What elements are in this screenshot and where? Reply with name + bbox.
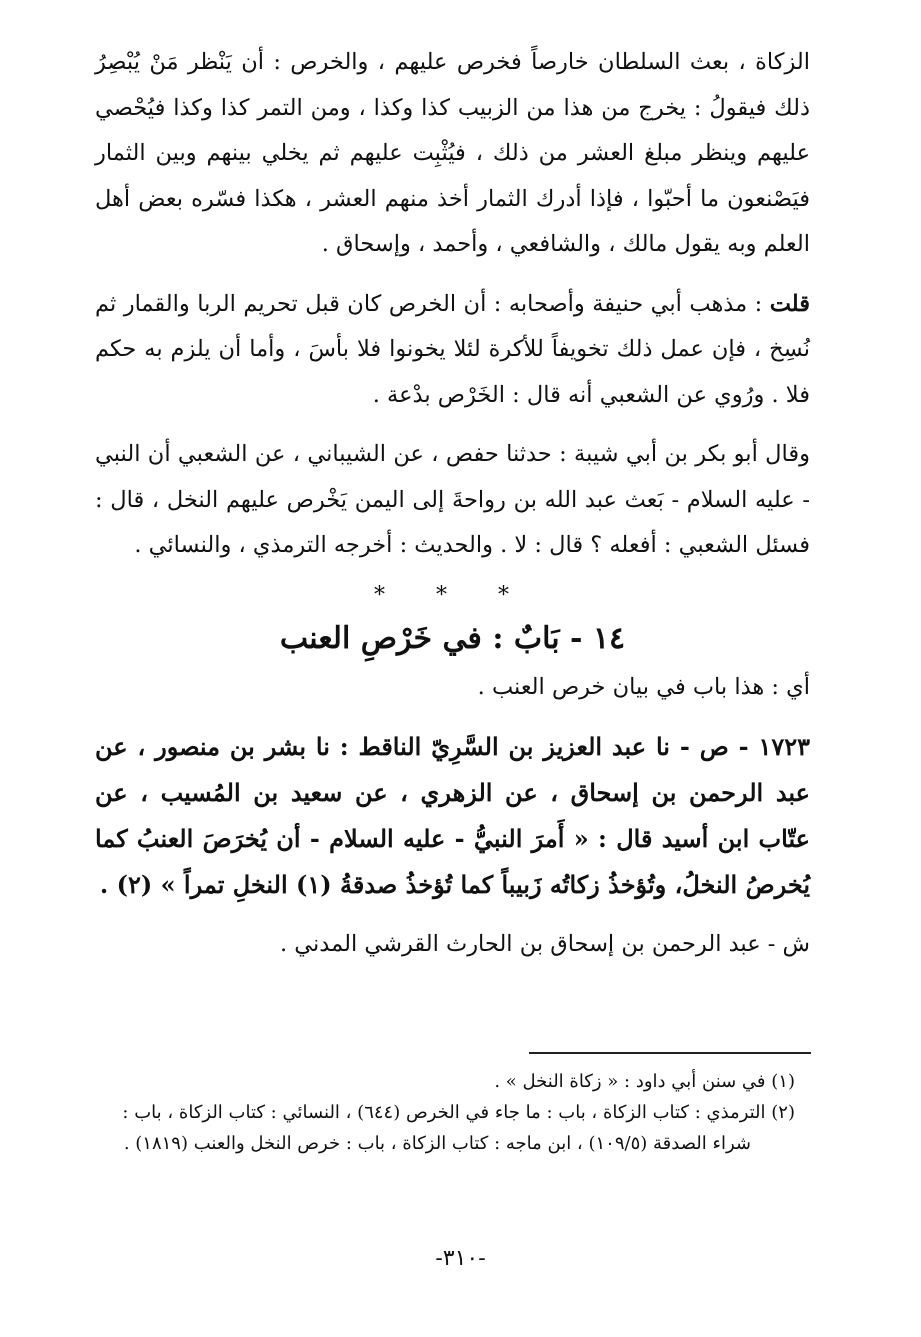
footnote-2: (٢) الترمذي : كتاب الزكاة ، باب : ما جاء في الخرص (٦٤٤) ، النسائي : كتاب الزكاة ، باب : شراء الصدقة (١٠٩/٥) ، ابن ماجه : كتاب الزكاة ، باب : خرص النخل والعنب (١٨١٩) . [122, 1102, 795, 1154]
paragraph-ibn-abi-shayba: وقال أبو بكر بن أبي شيبة : حدثنا حفص ، عن الشيباني ، عن الشعبي أن النبي - عليه السلام - بَعث عبد الله بن رواحةَ إلى اليمن يَخْرص عليهم النخل ، قال : فسئل الشعبي : أفعله ؟ قال : لا . والحديث : أخرجه الترمذي ، والنسائي . [95, 441, 810, 558]
section-separator-stars: * * * [374, 582, 531, 608]
sharh-text: ش - عبد الرحمن بن إسحاق بن الحارث القرشي المدني . [279, 931, 810, 957]
chapter-intro: أي : هذا باب في بيان خرص العنب . [477, 673, 810, 700]
paragraph-kharsh-definition: الزكاة ، بعث السلطان خارصاً فخرص عليهم ، والخرص : أن يَنْظر مَنْ يُبْصِرُ ذلك فيقولُ : يخرج من هذا من الزبيب كذا وكذا ، ومن التمر كذا وكذا فيُحْصي عليهم وينظر مبلغ العشر من ذلك ، فيُثْبِت عليهم ثم يخلي بينهم وبين الثمار فيَصْنعون ما أحبّوا ، فإذا أدرك الثمار أخذ منهم العشر ، هكذا فسّره بعض أهل العلم وبه يقول مالك ، والشافعي ، وأحمد ، وإسحاق . [95, 49, 810, 257]
paragraph-text: : مذهب أبي حنيفة وأصحابه : أن الخرص كان قبل تحريم الربا والقمار ثم نُسِخ ، فإن عمل ذلك تخويفاً للأكرة لئلا يخونوا فلا بأسَ ، وأما أن يلزم به حكم فلا . ورُوي عن الشعبي أنه قال : الخَرْص بدْعة . [95, 290, 810, 408]
chapter-heading: ١٤ - بَابٌ : في خَرْصِ العنب [279, 620, 626, 656]
footnotes [95, 1066, 795, 1159]
paragraph-hanafi-opinion [95, 282, 810, 419]
footnote-separator [529, 1052, 811, 1054]
page-number: -٣١٠- [435, 1246, 486, 1271]
paragraph-lead-word: قلت [769, 290, 810, 317]
hadith-text: ١٧٢٣ - ص - نا عبد العزيز بن السَّرِيّ الناقط : نا بشر بن منصور ، عن عبد الرحمن بن إسحاق ، عن الزهري ، عن سعيد بن المُسيب ، عن عتّاب ابن أسيد قال : « أَمرَ النبيُّ - عليه السلام - أن يُخرَصَ العنبُ كما يُخرصُ النخلُ، وتُؤخذُ زكاتُه زَبيباً كما تُؤخذُ صدقةُ (١) النخلِ تمراً » (٢) . [95, 732, 810, 899]
page-body [95, 40, 810, 968]
footnote-1: (١) في سنن أبي داود : « زكاة النخل » . [494, 1071, 795, 1092]
